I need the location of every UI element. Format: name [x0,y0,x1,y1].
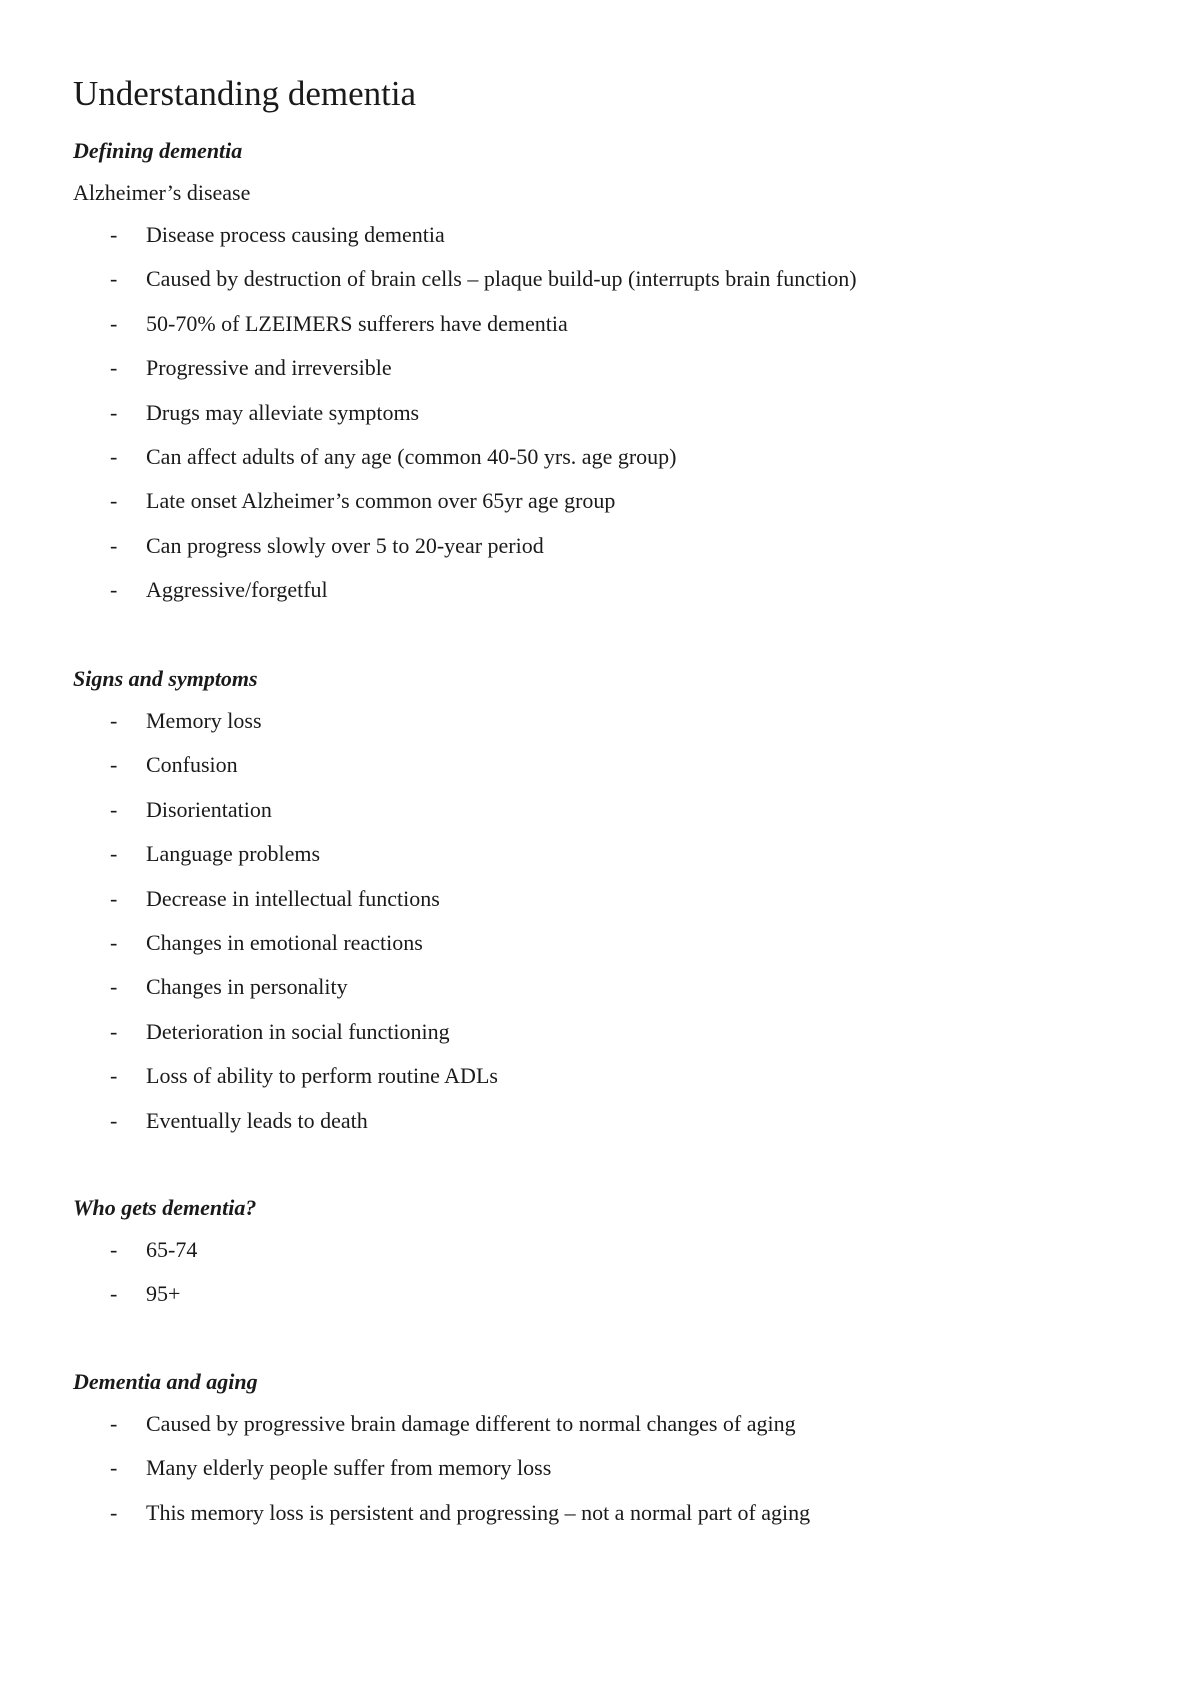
list-item-text: Caused by destruction of brain cells – plaque build-up (interrupts brain function) [146,266,857,292]
dash-bullet: - [110,266,118,292]
dash-bullet: - [110,577,118,603]
list-item-text: Language problems [146,841,321,867]
dash-bullet: - [110,1455,118,1481]
dash-bullet: - [110,1018,118,1044]
dash-bullet: - [110,1063,118,1089]
section-heading-defining-dementia: Defining dementia [73,138,243,163]
section-heading-signs-and-symptoms: Signs and symptoms [73,666,258,691]
dash-bullet: - [110,355,118,381]
list-item-text: Changes in personality [146,974,348,1000]
dash-bullet: - [110,841,118,867]
list-item-text: Late onset Alzheimer’s common over 65yr age group [146,488,616,514]
dash-bullet: - [110,1411,118,1436]
dash-bullet: - [110,222,118,247]
dash-bullet: - [110,796,118,822]
section-heading-who-gets-dementia: Who gets dementia? [73,1195,257,1220]
list-item-text: Changes in emotional reactions [146,929,423,955]
list-item-text: 65-74 [146,1237,198,1262]
dash-bullet: - [110,1281,118,1307]
dash-bullet: - [110,974,118,1000]
dash-bullet: - [110,399,118,425]
list-item-text: Memory loss [146,708,262,733]
dash-bullet: - [110,443,118,469]
list-item-text: Eventually leads to death [146,1107,368,1133]
dash-bullet: - [110,929,118,955]
list-item-text: 50-70% of LZEIMERS sufferers have dementia [146,310,568,336]
list-item-text: Deterioration in social functioning [146,1018,450,1044]
list-item-text: Progressive and irreversible [146,355,392,381]
dash-bullet: - [110,1499,118,1525]
list-item-text: Disorientation [146,796,272,822]
dash-bullet: - [110,532,118,558]
list-item-text: Confusion [146,752,238,778]
list-item-text: Can progress slowly over 5 to 20-year period [146,532,544,558]
list-item-text: Decrease in intellectual functions [146,885,440,911]
subheading-alzheimers-disease: Alzheimer’s disease [73,180,251,205]
dash-bullet: - [110,1107,118,1133]
dash-bullet: - [110,752,118,778]
list-item-text: Can affect adults of any age (common 40-50 yrs. age group) [146,443,677,469]
dash-bullet: - [110,310,118,336]
list-item-text: Disease process causing dementia [146,222,445,247]
list-item-text: 95+ [146,1281,181,1307]
list-item-text: Many elderly people suffer from memory loss [146,1455,552,1481]
list-item-text: Aggressive/forgetful [146,577,328,603]
dash-bullet: - [110,708,118,733]
section-heading-dementia-and-aging: Dementia and aging [73,1369,258,1394]
dash-bullet: - [110,1237,118,1262]
document-title: Understanding dementia [73,74,417,113]
dash-bullet: - [110,488,118,514]
list-item-text: Caused by progressive brain damage different to normal changes of aging [146,1411,796,1436]
list-item-text: Drugs may alleviate symptoms [146,399,420,425]
dash-bullet: - [110,885,118,911]
list-item-text: This memory loss is persistent and progressing – not a normal part of aging [146,1499,811,1525]
list-item-text: Loss of ability to perform routine ADLs [146,1063,498,1089]
